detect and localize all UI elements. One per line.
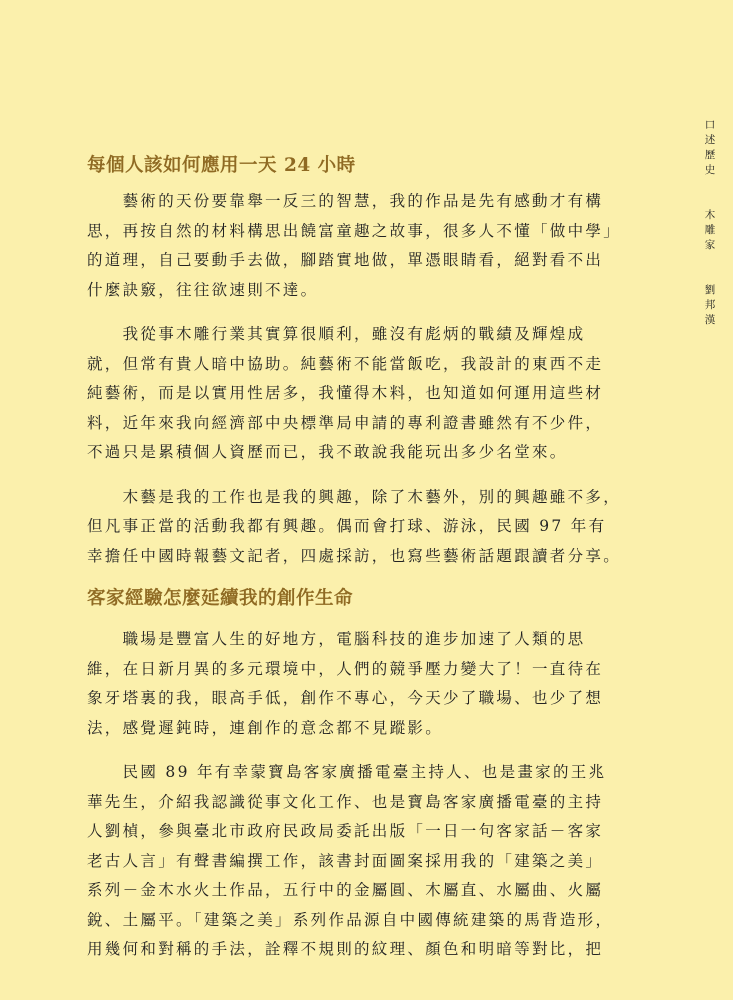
paragraph (87, 483, 633, 572)
text-line: 人劉楨，參與臺北市政府民政局委託出版「一日一句客家話－客家 (87, 822, 604, 840)
text-line: 職場是豐富人生的好地方，電腦科技的進步加速了人類的思 (87, 630, 586, 648)
profession-char: 雕 (704, 224, 716, 236)
running-header (700, 118, 720, 328)
paragraph (87, 320, 633, 468)
text-line: 就，但常有貴人暗中協助。純藝術不能當飯吃，我設計的東西不走 (87, 354, 604, 373)
text-line: 法，感覺遲鈍時，連創作的意念都不見蹤影。 (87, 718, 444, 737)
series-char: 史 (704, 164, 716, 176)
text-line: 什麼訣竅，往往欲速則不達。 (87, 280, 319, 299)
section-heading: 客家經驗怎麼延續我的創作生命 (87, 588, 354, 609)
text-line: 料，近年來我向經濟部中央標準局申請的專利證書雖然有不少件， (87, 413, 604, 432)
series-char: 口 (704, 119, 716, 131)
text-line: 但凡事正當的活動我都有興趣。偶而會打球、游泳，民國 97 年有 (87, 517, 607, 535)
text-line: 銳、土屬平。「建築之美」系列作品源自中國傳統建築的馬背造形， (87, 910, 614, 929)
series-title (700, 118, 720, 178)
series-char: 述 (704, 134, 716, 146)
text-line: 幸擔任中國時報藝文記者，四處採訪，也寫些藝術話題跟讀者分享。 (87, 546, 622, 565)
text-line: 我從事木雕行業其實算很順利，雖沒有彪炳的戰績及輝煌成 (87, 325, 586, 343)
series-char: 歷 (704, 149, 716, 161)
profession-title (700, 208, 720, 253)
text-line: 純藝術，而是以實用性居多，我懂得木料，也知道如何運用這些材 (87, 384, 604, 402)
text-line: 用幾何和對稱的手法，詮釋不規則的紋理、顏色和明暗等對比，把 (87, 940, 604, 958)
profession-char: 木 (704, 209, 716, 221)
name-char: 邦 (704, 299, 716, 311)
section-heading: 每個人該如何應用一天 24 小時 (87, 155, 356, 176)
text-line: 老古人言」有聲書編撰工作，該書封面圖案採用我的「建築之美」 (87, 851, 604, 870)
main-text (87, 152, 633, 965)
paragraph (87, 187, 633, 305)
author-name (700, 283, 720, 328)
name-char: 漢 (704, 314, 716, 326)
profession-char: 家 (704, 239, 716, 251)
paragraph (87, 625, 633, 743)
text-line: 的道理，自己要動手去做，腳踏實地做，單憑眼睛看，絕對看不出 (87, 251, 604, 269)
text-line: 維，在日新月異的多元環境中，人們的競爭壓力變大了！一直待在 (87, 659, 604, 678)
text-line: 木藝是我的工作也是我的興趣，除了木藝外，別的興趣雖不多， (87, 487, 622, 506)
text-line: 不過只是累積個人資歷而已，我不敢說我能玩出多少名堂來。 (87, 443, 568, 461)
text-line: 藝術的天份要靠舉一反三的智慧，我的作品是先有感動才有構 (87, 192, 604, 210)
text-line: 系列－金木水火土作品，五行中的金屬圓、木屬直、水屬曲、火屬 (87, 881, 604, 899)
text-line: 象牙塔裏的我，眼高手低，創作不專心，今天少了職場、也少了想 (87, 689, 604, 707)
paragraph (87, 758, 633, 965)
text-line: 華先生，介紹我認識從事文化工作、也是寶島客家廣播電臺的主持 (87, 792, 604, 811)
text-line: 思，再按自然的材料構思出饒富童趣之故事，很多人不懂「做中學」 (87, 221, 622, 240)
text-line: 民國 89 年有幸蒙寶島客家廣播電臺主持人、也是畫家的王兆 (87, 763, 607, 781)
name-char: 劉 (704, 284, 716, 296)
